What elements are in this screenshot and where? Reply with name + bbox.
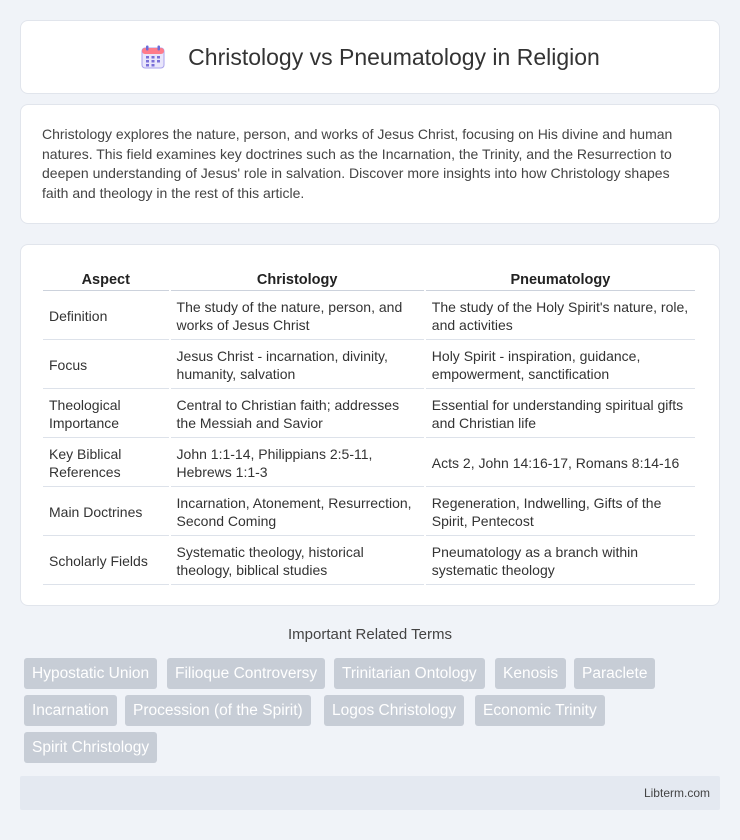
footer	[20, 776, 720, 810]
table-cell: Regeneration, Indwelling, Gifts of the Spirit, Pentecost	[426, 489, 695, 536]
table-cell: The study of the Holy Spirit's nature, role, and activities	[426, 293, 695, 340]
table-cell: Jesus Christ - incarnation, divinity, humanity, salvation	[171, 342, 424, 389]
footer-site-link[interactable]: Libterm.com	[643, 786, 710, 800]
comparison-card	[20, 244, 720, 606]
comparison-table	[41, 265, 697, 587]
intro-text: Christology explores the nature, person, and works of Jesus Christ, focusing on His divine and human natures. This field examines key doctrines such as the Incarnation, the Trinity, and the Resurrection to deepen understanding of Jesus' role in salvation. Discover more insights into how Christology shapes faith and theology in the rest of this article.	[42, 126, 673, 201]
tag-trinitarian-ontology[interactable]: Trinitarian Ontology	[334, 658, 485, 689]
related-terms-title: Important Related Terms	[288, 626, 452, 643]
table-row	[43, 440, 695, 487]
tag-incarnation[interactable]: Incarnation	[24, 695, 117, 726]
tag-kenosis[interactable]: Kenosis	[495, 658, 566, 689]
table-cell: Acts 2, John 14:16-17, Romans 8:14-16	[426, 440, 695, 487]
tag-paraclete[interactable]: Paraclete	[574, 658, 655, 689]
header-aspect: Aspect	[43, 267, 169, 291]
tag-procession-of-the-spirit[interactable]: Procession (of the Spirit)	[125, 695, 311, 726]
table-row	[43, 489, 695, 536]
tag-economic-trinity[interactable]: Economic Trinity	[475, 695, 605, 726]
table-cell: John 1:1-14, Philippians 2:5-11, Hebrews 1:1-3	[171, 440, 424, 487]
tag-hypostatic-union[interactable]: Hypostatic Union	[24, 658, 157, 689]
table-cell: Focus	[43, 342, 169, 389]
header-card	[20, 20, 720, 94]
table-cell: Pneumatology as a branch within systematic theology	[426, 538, 695, 585]
table-cell: Scholarly Fields	[43, 538, 169, 585]
header-christology: Christology	[171, 267, 424, 291]
table-cell: Incarnation, Atonement, Resurrection, Second Coming	[171, 489, 424, 536]
table-cell: Central to Christian faith; addresses the Messiah and Savior	[171, 391, 424, 438]
calendar-icon	[140, 44, 166, 70]
tag-logos-christology[interactable]: Logos Christology	[324, 695, 464, 726]
page-title: Christology vs Pneumatology in Religion	[188, 43, 600, 70]
table-cell: Definition	[43, 293, 169, 340]
table-row	[43, 391, 695, 438]
tag-filioque-controversy[interactable]: Filioque Controversy	[167, 658, 325, 689]
intro-card	[20, 104, 720, 224]
table-cell: Essential for understanding spiritual gifts and Christian life	[426, 391, 695, 438]
header-pneumatology: Pneumatology	[426, 267, 695, 291]
table-header-row	[43, 267, 695, 291]
table-cell: The study of the nature, person, and works of Jesus Christ	[171, 293, 424, 340]
table-cell: Holy Spirit - inspiration, guidance, empowerment, sanctification	[426, 342, 695, 389]
table-row	[43, 342, 695, 389]
table-cell: Systematic theology, historical theology, biblical studies	[171, 538, 424, 585]
table-cell: Key Biblical References	[43, 440, 169, 487]
tag-spirit-christology[interactable]: Spirit Christology	[24, 732, 157, 763]
table-cell: Main Doctrines	[43, 489, 169, 536]
table-cell: Theological Importance	[43, 391, 169, 438]
table-row	[43, 293, 695, 340]
table-row	[43, 538, 695, 585]
